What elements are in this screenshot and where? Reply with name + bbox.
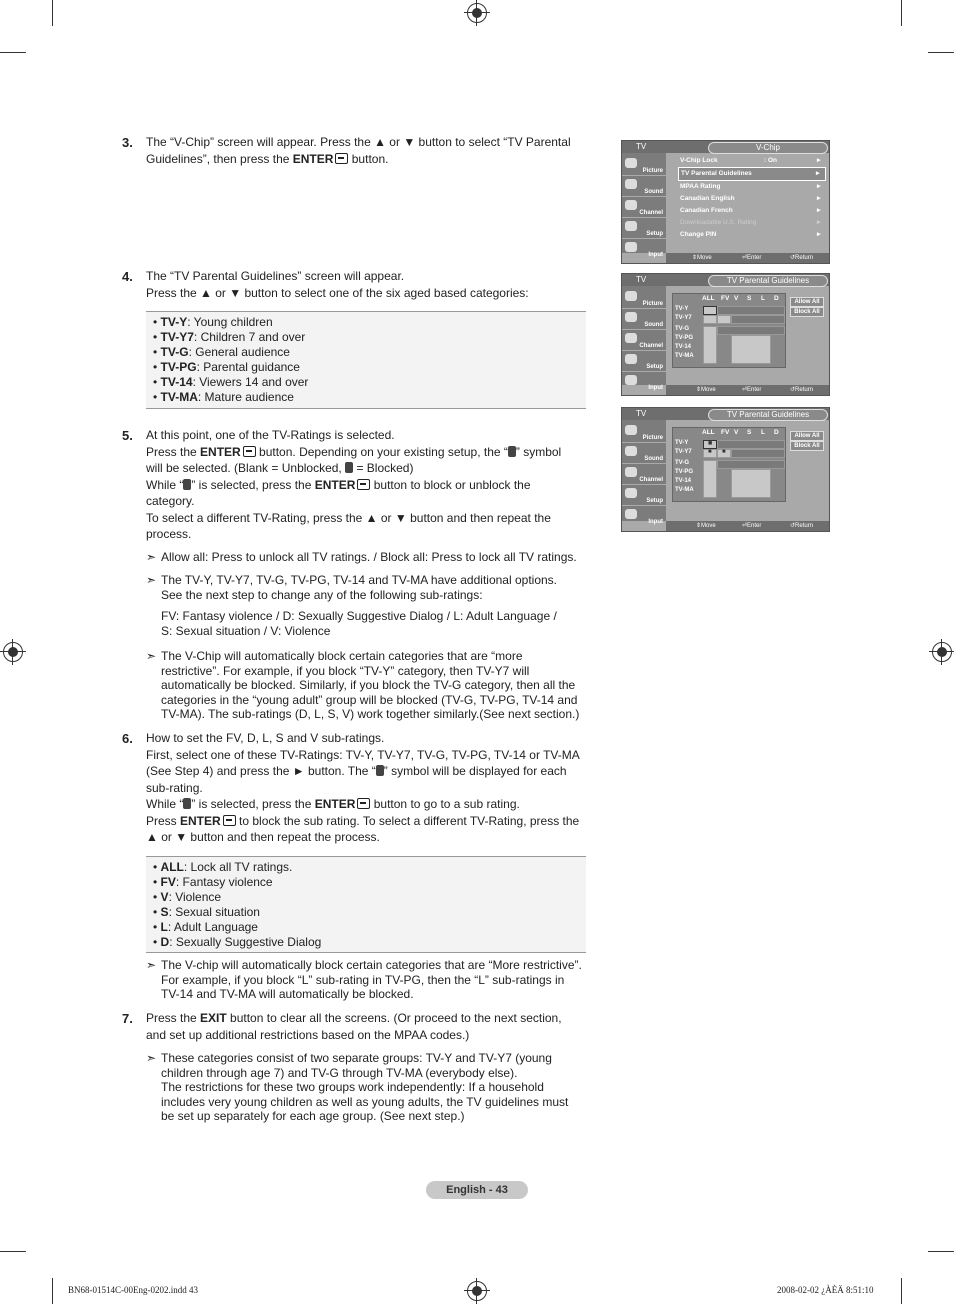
list-item: • TV-Y: Young children — [153, 315, 586, 330]
move-hint: ⇕ Move — [696, 523, 716, 529]
input-icon — [625, 242, 637, 252]
grid-column-header: D — [774, 295, 779, 302]
sidebar-item-sound[interactable]: Sound — [622, 309, 666, 330]
step-3-text — [146, 134, 586, 167]
input-icon — [625, 375, 637, 385]
step-7-line: and set up additional restrictions based on the MPAA codes.) — [146, 1027, 470, 1042]
sound-icon — [625, 446, 637, 456]
note-arrow-icon: ➣ — [146, 573, 157, 587]
grid-cell[interactable] — [731, 449, 785, 458]
grid-row-label[interactable]: TV-Y — [675, 306, 689, 312]
tv-label: TV — [636, 275, 647, 284]
list-item: • TV-G: General audience — [153, 345, 586, 360]
menu-item-canadian-english[interactable]: Canadian English ► — [680, 195, 822, 202]
note-arrow-icon: ➣ — [146, 958, 157, 972]
list-item: • TV-14: Viewers 14 and over — [153, 375, 586, 390]
step-6-line: sub-rating. — [146, 780, 203, 795]
grid-column-header: S — [747, 429, 752, 436]
menu-item-downloadable-rating: Downloadable U.S. Rating ► — [680, 219, 822, 226]
move-hint: ⇕ Move — [692, 255, 712, 261]
vchip-menu — [678, 155, 826, 241]
allow-all-button[interactable]: Allow All — [790, 297, 824, 307]
grid-column-header: D — [774, 429, 779, 436]
grid-cell[interactable] — [731, 315, 785, 324]
step-5-text — [146, 427, 586, 543]
step-4-line: Press the ▲ or ▼ button to select one of the six aged based categories: — [146, 285, 529, 300]
lock-icon: ■ — [708, 440, 713, 447]
sidebar-item-sound[interactable]: Sound — [622, 443, 666, 464]
input-icon — [625, 509, 637, 519]
step-5-line: category. — [146, 494, 195, 508]
step-7-line: Press the EXIT button to clear all the screens. (Or proceed to the next section, — [146, 1011, 562, 1025]
step-6-line: How to set the FV, D, L, S and V sub-ratings. — [146, 731, 385, 745]
tv-bottom-bar — [666, 521, 829, 531]
crop-mark — [52, 1278, 53, 1304]
step-6-text — [146, 730, 586, 846]
tv-label: TV — [636, 142, 647, 151]
grid-row-label[interactable]: TV-14 — [675, 344, 692, 350]
grid-row-label[interactable]: TV-Y7 — [675, 315, 692, 321]
menu-item-canadian-french[interactable]: Canadian French ► — [680, 207, 822, 214]
screen-title: V-Chip — [708, 142, 828, 154]
tv-screen-vchip — [621, 140, 830, 264]
enter-icon — [223, 815, 236, 826]
grid-row-label[interactable]: TV-MA — [675, 487, 694, 493]
list-item: • L: Adult Language — [153, 920, 586, 935]
footer-file-name: BN68-01514C-00Eng-0202.indd 43 — [68, 1285, 198, 1295]
step-6-line: While “ ” is selected, press the ENTER button to go to a sub rating. — [146, 797, 520, 811]
allow-all-button[interactable]: Allow All — [790, 431, 824, 441]
return-hint: ↺ Return — [790, 523, 814, 529]
menu-item-change-pin[interactable]: Change PIN ► — [680, 231, 822, 238]
crop-mark — [901, 0, 902, 26]
grid-row-label[interactable]: TV-MA — [675, 353, 694, 359]
lock-icon — [508, 446, 516, 457]
step-5-line: At this point, one of the TV-Ratings is selected. — [146, 428, 395, 442]
step-7-text — [146, 1010, 586, 1043]
return-hint: ↺ Return — [790, 387, 814, 393]
step-6-line: Press ENTER to block the sub rating. To select a different TV-Rating, press the — [146, 813, 580, 828]
setup-gear-icon — [625, 488, 637, 498]
return-hint: ↺ Return — [790, 255, 814, 261]
sidebar-item-picture[interactable]: Picture — [622, 155, 666, 176]
list-item: • TV-Y7: Children 7 and over — [153, 330, 586, 345]
step-5-line: process. — [146, 527, 192, 541]
grid-row-label[interactable]: TV-G — [675, 326, 690, 332]
list-item: • ALL: Lock all TV ratings. — [153, 860, 586, 875]
grid-cell[interactable] — [703, 460, 717, 498]
note-allow-block-all: ➣ Allow all: Press to unlock all TV ratings. / Block all: Press to lock all TV ratings. — [146, 550, 577, 564]
rating-grid — [672, 293, 786, 368]
grid-cell[interactable] — [717, 440, 785, 449]
registration-mark-icon — [3, 642, 23, 662]
registration-mark-icon — [467, 3, 487, 23]
block-all-button[interactable]: Block All — [790, 307, 824, 317]
grid-cell[interactable] — [717, 326, 785, 335]
setup-gear-icon — [625, 354, 637, 364]
list-item: • TV-MA: Mature audience — [153, 390, 586, 405]
step-6-line: (See Step 4) and press the ► button. The “ ” symbol will be displayed for each — [146, 764, 567, 778]
step-5-line: Press the ENTER button. Depending on your existing setup, the “ ” symbol — [146, 444, 562, 459]
grid-column-header: FV — [721, 429, 730, 436]
grid-row-label[interactable]: TV-Y — [675, 440, 689, 446]
grid-cell[interactable] — [731, 335, 771, 364]
menu-item-mpaa-rating[interactable]: MPAA Rating ► — [680, 183, 822, 190]
grid-column-header: V — [734, 295, 739, 302]
grid-column-header: L — [761, 429, 765, 436]
list-item: • V: Violence — [153, 890, 586, 905]
footer-date: 2008-02-02 ¿ÀÈÄ 8:51:10 — [777, 1285, 874, 1295]
tv-sidebar — [622, 286, 666, 391]
page-number-badge: English - 43 — [426, 1181, 528, 1199]
sound-icon — [625, 312, 637, 322]
crop-mark — [52, 0, 53, 26]
enter-icon — [357, 479, 370, 490]
tv-label: TV — [636, 409, 647, 418]
sub-rating-list — [146, 856, 586, 953]
step-3-number: 3. — [122, 135, 133, 150]
channel-icon — [625, 200, 637, 210]
grid-row-label[interactable]: TV-G — [675, 460, 690, 466]
menu-item-tv-parental-guidelines[interactable]: TV Parental Guidelines ► — [678, 167, 826, 181]
enter-hint: ⏎ Enter — [742, 255, 762, 261]
sidebar-item-setup[interactable]: Setup — [622, 485, 666, 506]
grid-cell-selected[interactable] — [703, 306, 717, 315]
grid-row-label[interactable]: TV-PG — [675, 469, 694, 475]
step-5-line: While “ ” is selected, press the ENTER button to block or unblock the — [146, 477, 531, 492]
step-6-line: First, select one of these TV-Ratings: TV-Y, TV-Y7, TV-G, TV-PG, TV-14 or TV-MA — [146, 747, 580, 762]
lock-icon — [345, 462, 353, 473]
grid-row-label[interactable]: TV-PG — [675, 335, 694, 341]
sidebar-item-channel[interactable]: Channel — [622, 330, 666, 351]
note-arrow-icon: ➣ — [146, 1051, 157, 1065]
grid-column-header: S — [747, 295, 752, 302]
tv-screen-guidelines-2 — [621, 407, 830, 532]
grid-column-header: ALL — [702, 295, 715, 302]
enter-hint: ⏎ Enter — [742, 387, 762, 393]
tv-bottom-bar — [666, 385, 829, 395]
crop-mark — [928, 52, 954, 53]
list-item: • TV-PG: Parental guidance — [153, 360, 586, 375]
sound-icon — [625, 179, 637, 189]
sidebar-item-picture[interactable]: Picture — [622, 288, 666, 309]
enter-icon — [357, 798, 370, 809]
grid-cell[interactable] — [731, 469, 771, 498]
list-item: • FV: Fantasy violence — [153, 875, 586, 890]
note-auto-block: ➣ The V-Chip will automatically block certain categories that are “more restrictive”. For example, if you block “TV-Y” category, then TV-Y7 will automatically be blocked. Similarly, if you block the TV-G category, then all the categories in the “young adult” group will be blocked (TV-G, TV-PG, TV-14 and TV-MA). The sub-ratings (D, L, S, V) work together similarly.(See next section.) — [146, 649, 580, 721]
tv-screen-guidelines-1 — [621, 273, 830, 396]
crop-mark — [901, 1278, 902, 1304]
sidebar-item-sound[interactable]: Sound — [622, 176, 666, 197]
step-4-text — [146, 268, 586, 301]
lock-icon: ■ — [722, 449, 726, 455]
step-6-number: 6. — [122, 731, 133, 746]
crop-mark — [928, 1251, 954, 1252]
grid-cell[interactable] — [703, 315, 717, 324]
grid-column-header: L — [761, 295, 765, 302]
registration-mark-icon — [932, 642, 952, 662]
step-7-number: 7. — [122, 1011, 133, 1026]
note-two-groups: ➣ These categories consist of two separate groups: TV-Y and TV-Y7 (young children through age 7) and TV-G through TV-MA (everybody else). The restrictions for these two groups work independently: If a household includes very young children as well as young adults, the TV guidelines must be set up separately for each age group. (See next step.) — [146, 1051, 569, 1123]
registration-mark-icon — [467, 1281, 487, 1301]
sidebar-item-picture[interactable]: Picture — [622, 422, 666, 443]
step-4-number: 4. — [122, 269, 133, 284]
grid-column-header: FV — [721, 295, 730, 302]
rating-grid — [672, 427, 786, 502]
grid-column-header: ALL — [702, 429, 715, 436]
note-arrow-icon: ➣ — [146, 649, 157, 663]
screen-title: TV Parental Guidelines — [708, 409, 828, 421]
grid-cell[interactable] — [717, 306, 785, 315]
crop-mark — [0, 1251, 26, 1252]
tv-sidebar — [622, 420, 666, 525]
step-5-line: To select a different TV-Rating, press the ▲ or ▼ button and then repeat the — [146, 510, 551, 525]
grid-cell[interactable] — [717, 315, 731, 324]
sidebar-item-input[interactable]: Input — [622, 506, 666, 527]
channel-icon — [625, 467, 637, 477]
enter-icon — [243, 446, 256, 457]
screen-title: TV Parental Guidelines — [708, 275, 828, 287]
enter-hint: ⏎ Enter — [742, 523, 762, 529]
picture-icon — [625, 158, 637, 168]
sidebar-item-input[interactable]: Input — [622, 239, 666, 260]
step-4-line: The “TV Parental Guidelines” screen will appear. — [146, 269, 405, 283]
note-more-restrictive: ➣ The V-chip will automatically block certain categories that are “More restrictive”. For example, if you block “L” sub-rating in TV-PG, then the “L” sub-ratings in TV-14 and TV-MA will automatically be blocked. — [146, 958, 582, 1001]
picture-icon — [625, 291, 637, 301]
sidebar-item-setup[interactable]: Setup — [622, 351, 666, 372]
setup-gear-icon — [625, 221, 637, 231]
grid-cell[interactable] — [703, 326, 717, 364]
picture-icon — [625, 425, 637, 435]
crop-mark — [0, 52, 26, 53]
block-all-button[interactable]: Block All — [790, 441, 824, 451]
list-item: • S: Sexual situation — [153, 905, 586, 920]
step-3-line: Guidelines”, then press the ENTER button. — [146, 151, 389, 166]
sidebar-item-channel[interactable]: Channel — [622, 197, 666, 218]
grid-row-label[interactable]: TV-14 — [675, 478, 692, 484]
grid-column-header: V — [734, 429, 739, 436]
channel-icon — [625, 333, 637, 343]
grid-row-label[interactable]: TV-Y7 — [675, 449, 692, 455]
enter-icon — [335, 153, 348, 164]
note-arrow-icon: ➣ — [146, 550, 157, 564]
step-6-line: ▲ or ▼ button and then repeat the process. — [146, 830, 380, 844]
menu-item-vchip-lock[interactable]: V-Chip Lock : On ► — [680, 157, 822, 164]
sidebar-item-input[interactable]: Input — [622, 372, 666, 393]
tv-sidebar — [622, 153, 666, 258]
sidebar-item-channel[interactable]: Channel — [622, 464, 666, 485]
grid-cell[interactable] — [717, 460, 785, 469]
step-3-line: The “V-Chip” screen will appear. Press the ▲ or ▼ button to select “TV Parental — [146, 135, 571, 149]
sidebar-item-setup[interactable]: Setup — [622, 218, 666, 239]
note-sub-ratings: ➣ The TV-Y, TV-Y7, TV-G, TV-PG, TV-14 and TV-MA have additional options. See the next step to change any of the following sub-ratings: FV: Fantasy violence / D: Sexually Suggestive Dialog / L: Adult Language / S: Sexual situation / V: Violence — [146, 573, 557, 638]
move-hint: ⇕ Move — [696, 387, 716, 393]
lock-icon — [376, 765, 384, 776]
list-item: • D: Sexually Suggestive Dialog — [153, 935, 586, 950]
lock-icon: ■ — [708, 449, 712, 455]
rating-category-list — [146, 311, 586, 409]
tv-bottom-bar — [666, 253, 829, 263]
step-5-number: 5. — [122, 428, 133, 443]
step-5-line: will be selected. (Blank = Unblocked, = Blocked) — [146, 461, 414, 475]
